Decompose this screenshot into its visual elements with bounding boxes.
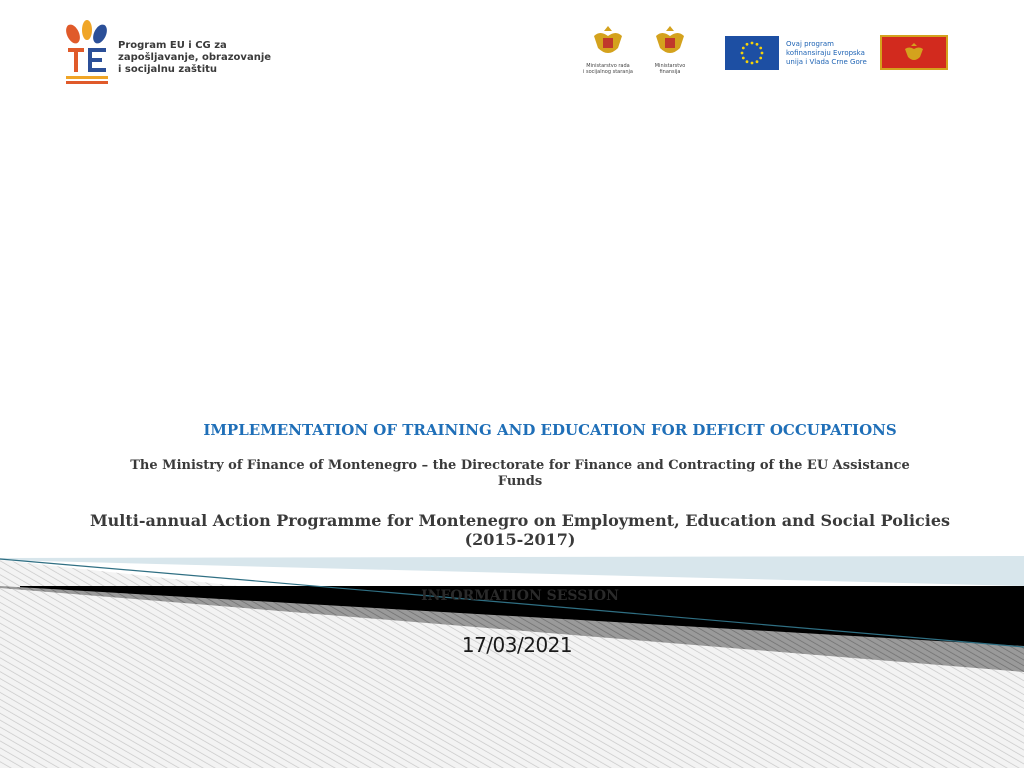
- eu-flag-icon: [725, 36, 779, 70]
- ministry-finance-line: Ministarstvo: [654, 63, 686, 69]
- montenegro-flag-icon: [880, 35, 948, 70]
- program-logo-icon: [64, 20, 110, 86]
- eu-cofinance-line: kofinansiraju Evropska: [786, 49, 865, 57]
- program-logo-line: Program EU i CG za: [118, 40, 227, 51]
- program-logo-line: zapošljavanje, obrazovanje: [118, 52, 272, 63]
- subtitle: The Ministry of Finance of Montenegro – the Directorate for Finance and Contracting of the EU Assistance Funds: [130, 458, 910, 489]
- ministry-finance-line: finansija: [659, 69, 681, 75]
- session-date: 17/03/2021: [461, 633, 573, 657]
- page-title: IMPLEMENTATION OF TRAINING AND EDUCATION FOR DEFICIT OCCUPATIONS: [203, 421, 897, 439]
- session-label: INFORMATION SESSION: [421, 588, 619, 604]
- eu-cofinance-line: Ovaj program: [786, 40, 834, 48]
- ministry-labour-label: [570, 63, 646, 75]
- eu-cofinance-text: [786, 40, 867, 67]
- programme-title: Multi-annual Action Programme for Montenegro on Employment, Education and Social Policies (2015-2017): [89, 511, 951, 549]
- program-logo-line: i socijalnu zaštitu: [118, 64, 218, 75]
- program-logo-text: [118, 40, 271, 76]
- coat-of-arms-icon: [590, 24, 626, 60]
- ministry-labour-line: Ministarstvo rada: [586, 63, 630, 69]
- ministry-labour-line: i socijalnog staranja: [583, 69, 633, 75]
- eu-cofinance-line: unija i Vlada Crne Gore: [786, 58, 867, 66]
- ministry-finance-label: [640, 63, 700, 75]
- coat-of-arms-icon: [652, 24, 688, 60]
